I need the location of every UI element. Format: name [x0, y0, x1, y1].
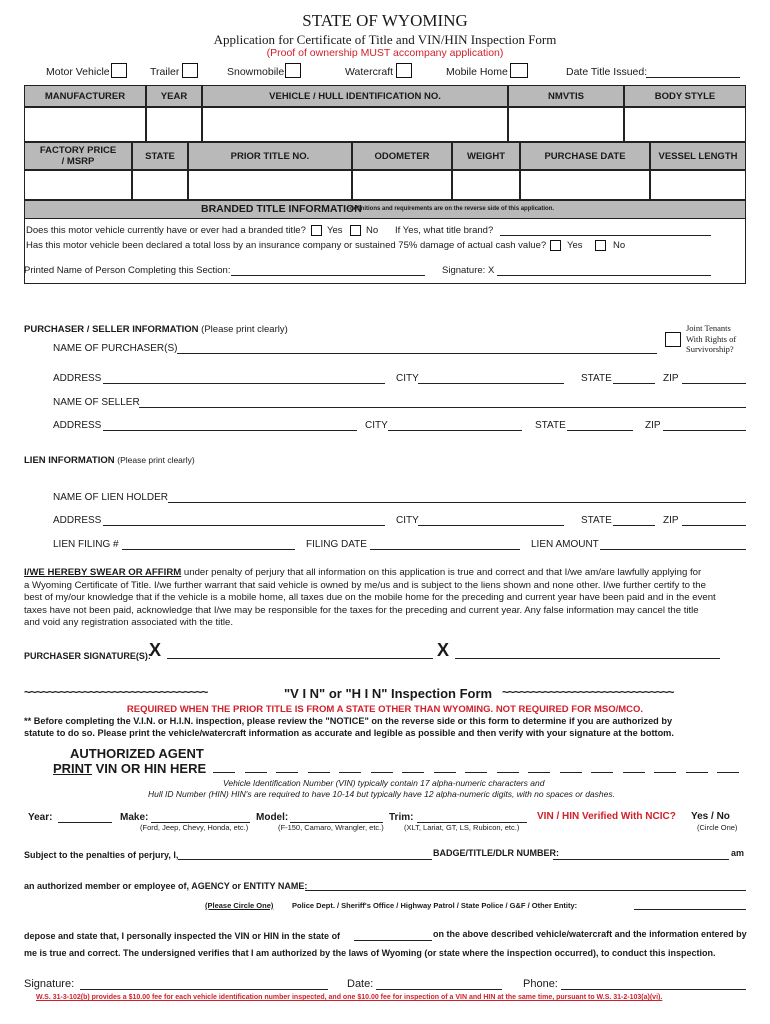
header-manufacturer: MANUFACTURER: [24, 85, 146, 107]
trim-hint: (XLT, Lariat, GT, LS, Rubicon, etc.): [404, 823, 520, 832]
nmvtis-field[interactable]: [508, 107, 624, 142]
inspection-title: "V I N" or "H I N" Inspection Form: [284, 686, 493, 701]
mobile-home-checkbox[interactable]: [510, 63, 528, 78]
other-entity-field[interactable]: [634, 909, 746, 910]
branded-section-frame: [24, 219, 746, 284]
joint-tenants-line1: Joint Tenants: [686, 323, 731, 333]
statute-note: W.S. 31-3-102(b) provides a $10.00 fee for each vehicle identification number inspected, and one $10.00 fee for inspection of a VIN and HIN at the same time, pursuant to W.S. 31-2-103(a)(vi).: [36, 994, 663, 1001]
vin-character-slot[interactable]: [371, 772, 393, 773]
purchase-date-field[interactable]: [520, 170, 650, 200]
branded-title-note: -definitions and requirements are on the reverse side of this application.: [348, 206, 555, 212]
agency-options[interactable]: Police Dept. / Sheriff's Office / Highway Patrol / State Police / G&F / Other Entity:: [292, 901, 578, 910]
header-vessel-length: VESSEL LENGTH: [650, 142, 746, 170]
lien-heading-note: (Please print clearly): [117, 455, 195, 465]
header-factory-price: FACTORY PRICE / MSRP: [24, 142, 132, 170]
depose-line-1b: on the above described vehicle/watercraft and the information entered by: [433, 929, 747, 939]
proof-note: (Proof of ownership MUST accompany application): [266, 47, 504, 59]
lien-zip-label: ZIP: [663, 515, 679, 526]
header-weight: WEIGHT: [452, 142, 520, 170]
inspector-name-field[interactable]: [178, 859, 432, 860]
purchaser-address-field[interactable]: [103, 383, 385, 384]
affirmation-line-5: and void any registration associated with the title.: [24, 617, 234, 628]
signature-x-1: X: [149, 640, 162, 660]
purchaser-zip-label: ZIP: [663, 373, 679, 384]
year-field[interactable]: [58, 822, 112, 823]
affirmation-line-1-text: under penalty of perjury that all information on this application is true and correct and that I/we am/are lawfully applying for: [181, 567, 702, 578]
affirmation-line-2: a Wyoming Certificate of Title. I/we further warrant that said vehicle is owned by me/us and is subject to the liens shown and none other. I/we further certify to the: [24, 579, 706, 591]
mobile-home-label: Mobile Home: [446, 66, 508, 78]
purchaser-seller-heading: [24, 324, 288, 335]
lien-city-label: CITY: [396, 515, 419, 526]
vin-character-slot[interactable]: [497, 772, 519, 773]
inspection-notice-line-2: statute to do so. Please print the vehicle/watercraft information as accurate and legible as possible and then verify with your signature at the bottom.: [24, 728, 674, 738]
make-hint: (Ford, Jeep, Chevy, Honda, etc.): [140, 823, 249, 832]
body-style-field[interactable]: [624, 107, 746, 142]
purchaser-seller-heading-text: PURCHASER / SELLER INFORMATION: [24, 324, 199, 335]
manufacturer-field[interactable]: [24, 107, 146, 142]
lien-holder-label: NAME OF LIEN HOLDER: [53, 492, 169, 503]
title-brand-label: If Yes, what title brand?: [395, 225, 494, 236]
please-circle-one: (Please Circle One): [205, 901, 274, 910]
vin-character-slot[interactable]: [686, 772, 708, 773]
purchaser-address-label: ADDRESS: [53, 373, 102, 384]
header-purchase-date: PURCHASE DATE: [520, 142, 650, 170]
total-loss-yes-label: Yes: [567, 240, 583, 251]
header-prior-title-no: PRIOR TITLE NO.: [188, 142, 352, 170]
header-vin-hull: VEHICLE / HULL IDENTIFICATION NO.: [202, 85, 508, 107]
inspection-notice-line-1: ** Before completing the V.I.N. or H.I.N. inspection, please review the "NOTICE" on the reverse side or this form to determine if you are authorized by: [24, 716, 673, 726]
branded-yes-label: Yes: [327, 225, 343, 236]
purchaser-state-label: STATE: [581, 373, 612, 384]
header-nmvtis: NMVTIS: [508, 85, 624, 107]
lien-zip-field[interactable]: [682, 525, 746, 526]
inspection-required-note: REQUIRED WHEN THE PRIOR TITLE IS FROM A STATE OTHER THAN WYOMING. NOT REQUIRED FOR MSO/MCO.: [126, 704, 644, 715]
purchaser-city-field[interactable]: [418, 383, 564, 384]
joint-tenants-line3: Survivorship?: [686, 344, 734, 354]
branded-signature-label: Signature: X: [442, 265, 495, 276]
ncic-yes-no[interactable]: Yes / No: [691, 811, 730, 822]
affirmation-paragraph: [24, 567, 716, 630]
ncic-circle-one: (Circle One): [697, 823, 738, 832]
vin-character-slot[interactable]: [213, 772, 235, 773]
odometer-field[interactable]: [352, 170, 452, 200]
model-hint: (F-150, Camaro, Wrangler, etc.): [278, 823, 384, 832]
lien-address-field[interactable]: [103, 525, 385, 526]
joint-tenants-line2: With Rights of: [686, 333, 737, 344]
penalties-label: Subject to the penalties of perjury, I,: [24, 850, 179, 860]
lien-filing-label: LIEN FILING #: [53, 539, 119, 550]
lien-state-field[interactable]: [613, 525, 655, 526]
date-title-issued-label: Date Title Issued:: [566, 66, 648, 78]
header-odometer: ODOMETER: [352, 142, 452, 170]
motor-vehicle-checkbox[interactable]: [111, 63, 127, 78]
final-phone-field[interactable]: [561, 989, 746, 990]
final-signature-field[interactable]: [80, 989, 328, 990]
seller-address-field[interactable]: [103, 430, 357, 431]
state-field[interactable]: [132, 170, 188, 200]
branded-title-heading: BRANDED TITLE INFORMATION: [201, 203, 362, 215]
branded-q1: Does this motor vehicle currently have or ever had a branded title?: [26, 225, 306, 236]
header-state: STATE: [132, 142, 188, 170]
factory-price-field[interactable]: [24, 170, 132, 200]
branded-no-label: No: [366, 225, 379, 236]
purchaser-zip-field[interactable]: [682, 383, 746, 384]
watercraft-checkbox[interactable]: [396, 63, 412, 78]
vin-character-slot[interactable]: [245, 772, 267, 773]
prior-title-no-field[interactable]: [188, 170, 352, 200]
model-label: Model:: [256, 812, 289, 823]
year-label: Year:: [28, 812, 53, 823]
hin-note: Hull ID Number (HIN) HIN's are required to have 10-14 but typically have 12 alpha-numeric digits, with no spaces or dashes.: [148, 789, 615, 799]
authorized-member-label: an authorized member or employee of, AGENCY or ENTITY NAME:: [24, 881, 308, 891]
snowmobile-label: Snowmobile: [227, 66, 285, 78]
print-word: PRINT: [53, 761, 92, 776]
purchaser-signature-2-field[interactable]: [455, 658, 720, 659]
lien-amount-label: LIEN AMOUNT: [531, 539, 599, 550]
lien-amount-field[interactable]: [600, 549, 746, 550]
vin-character-slot[interactable]: [339, 772, 361, 773]
seller-address-label: ADDRESS: [53, 420, 102, 431]
seller-zip-label: ZIP: [645, 420, 661, 431]
final-date-field[interactable]: [376, 989, 502, 990]
seller-name-field[interactable]: [139, 407, 746, 408]
lien-filing-field[interactable]: [122, 549, 295, 550]
trim-label: Trim:: [389, 812, 414, 823]
weight-field[interactable]: [452, 170, 520, 200]
seller-state-label: STATE: [535, 420, 566, 431]
purchaser-state-field[interactable]: [613, 383, 655, 384]
vessel-length-field[interactable]: [650, 170, 746, 200]
motor-vehicle-label: Motor Vehicle: [46, 66, 110, 78]
depose-line-1a: depose and state that, I personally inspected the VIN or HIN in the state of: [24, 931, 341, 941]
vin-character-slot[interactable]: [623, 772, 645, 773]
purchaser-seller-heading-note: (Please print clearly): [201, 324, 288, 335]
date-title-issued-field[interactable]: [646, 77, 740, 78]
vin-character-slot[interactable]: [528, 772, 550, 773]
purchaser-city-label: CITY: [396, 373, 419, 384]
lien-heading: [24, 455, 195, 466]
trailer-checkbox[interactable]: [182, 63, 198, 78]
total-loss-no-label: No: [613, 240, 626, 251]
purchaser-signature-1-field[interactable]: [167, 658, 433, 659]
inspection-tildes-left: ~~~~~~~~~~~~~~~~~~~~~~~~~~~~~~~: [24, 685, 208, 699]
seller-name-label: NAME OF SELLER: [53, 397, 140, 408]
lien-address-label: ADDRESS: [53, 515, 102, 526]
branded-q2: Has this motor vehicle been declared a total loss by an insurance company or sustained 75% damage of actual cash value?: [26, 240, 547, 251]
affirmation-line-3: best of my/our knowledge that if the vehicle is a mobile home, all taxes due on the mobile home for the preceding and current year have been paid and in the event: [24, 592, 716, 603]
filing-date-field[interactable]: [370, 549, 520, 550]
vin-hull-field[interactable]: [202, 107, 508, 142]
ncic-label: VIN / HIN Verified With NCIC?: [537, 811, 676, 822]
final-phone-label: Phone:: [523, 978, 558, 990]
header-body-style: BODY STYLE: [624, 85, 746, 107]
affirmation-line-4: taxes have not been paid, acknowledge that I/we may be responsible for the taxes for the preceding and current year. Any false information may cancel the title: [24, 604, 699, 616]
filing-date-label: FILING DATE: [306, 539, 367, 550]
signature-x-2: X: [437, 640, 450, 660]
vin-character-slot[interactable]: [434, 772, 456, 773]
trailer-label: Trailer: [150, 66, 180, 78]
vin-note: Vehicle Identification Number (VIN) typically contain 17 alpha-numeric characters and: [223, 778, 545, 788]
printed-name-label: Printed Name of Person Completing this Section:: [24, 265, 231, 276]
vin-character-slot[interactable]: [717, 772, 739, 773]
print-vin-label: [53, 761, 206, 776]
authorized-agent-label: AUTHORIZED AGENT: [70, 746, 204, 761]
vin-character-slot[interactable]: [308, 772, 330, 773]
agency-name-field[interactable]: [305, 890, 746, 891]
badge-field[interactable]: [553, 859, 729, 860]
purchaser-name-field[interactable]: [177, 353, 657, 354]
vin-character-slot[interactable]: [591, 772, 613, 773]
joint-tenants-checkbox[interactable]: [665, 332, 681, 347]
vin-character-slot[interactable]: [465, 772, 487, 773]
watercraft-label: Watercraft: [345, 66, 394, 78]
final-signature-label: Signature:: [24, 978, 75, 990]
form-subtitle: Application for Certificate of Title and VIN/HIN Inspection Form: [213, 32, 557, 47]
seller-city-label: CITY: [365, 420, 388, 431]
vin-character-slot[interactable]: [402, 772, 424, 773]
snowmobile-checkbox[interactable]: [285, 63, 301, 78]
inspection-tildes-right: ~~~~~~~~~~~~~~~~~~~~~~~~~~~~~: [502, 685, 674, 699]
affirmation-line-1: [24, 567, 716, 580]
vin-character-slot[interactable]: [654, 772, 676, 773]
lien-city-field[interactable]: [418, 525, 564, 526]
lien-heading-text: LIEN INFORMATION: [24, 455, 115, 466]
final-date-label: Date:: [347, 978, 374, 990]
affirmation-lead: I/WE HEREBY SWEAR OR AFFIRM: [24, 567, 182, 578]
joint-tenants-label: [686, 323, 736, 355]
form-title: STATE OF WYOMING: [302, 11, 468, 30]
inspection-state-field[interactable]: [354, 940, 432, 941]
am-label: am: [731, 848, 745, 858]
purchaser-signature-label: PURCHASER SIGNATURE(S):: [24, 651, 151, 661]
lien-state-label: STATE: [581, 515, 612, 526]
vin-or-hin-here: VIN OR HIN HERE: [92, 761, 207, 776]
lien-holder-field[interactable]: [168, 502, 746, 503]
depose-line-2: me is true and correct. The undersigned verifies that I am authorized by the laws of Wyoming (or state where the inspection occurred), to conduct this inspection.: [24, 948, 716, 958]
seller-state-field[interactable]: [567, 430, 633, 431]
make-label: Make:: [120, 812, 149, 823]
seller-city-field[interactable]: [388, 430, 522, 431]
year-field[interactable]: [146, 107, 202, 142]
vin-character-slot[interactable]: [560, 772, 582, 773]
seller-zip-field[interactable]: [663, 430, 746, 431]
purchaser-name-label: NAME OF PURCHASER(S): [53, 343, 178, 354]
vin-character-slot[interactable]: [276, 772, 298, 773]
header-year: YEAR: [146, 85, 202, 107]
badge-label: BADGE/TITLE/DLR NUMBER:: [433, 848, 559, 858]
